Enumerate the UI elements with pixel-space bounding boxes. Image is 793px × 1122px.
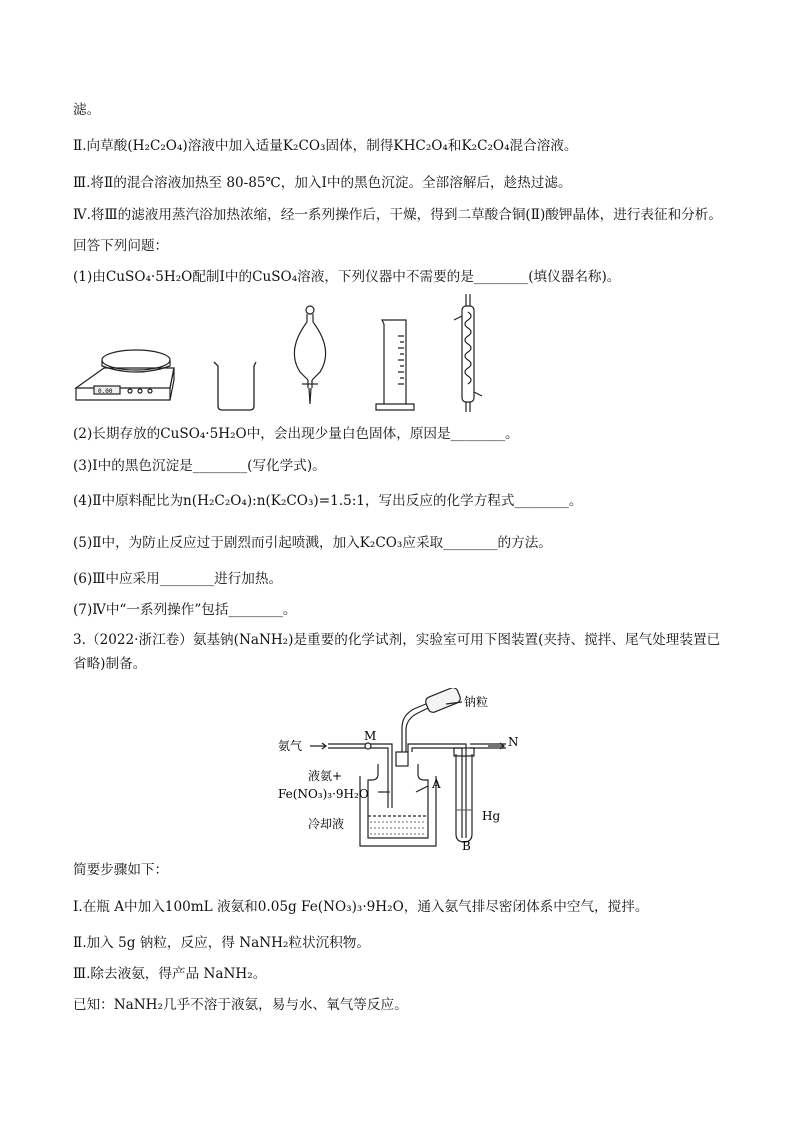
graduated-cylinder [376, 320, 414, 410]
line-10: (5)Ⅱ中，为防止反应过于剧烈而引起喷溅，加入K₂CO₃应采取________的方法。 [73, 535, 552, 551]
line-13: 3.（2022·浙江卷）氨基钠(NaNH₂)是重要的化学试剂，实验室可用下图装置(夹持、搅拌、尾气处理装置已省略)制备。 [73, 632, 721, 672]
line-17: Ⅲ.除去液氨，得产品 NaNH₂。 [73, 966, 267, 982]
label-coolant: 冷却液 [308, 817, 345, 831]
label-A: A [432, 777, 441, 791]
tube-b [456, 754, 472, 842]
label-ammonia: 氨气 [278, 739, 303, 753]
line-18: 已知：NaNH₂几乎不溶于液氨，易与水、氧气等反应。 [73, 997, 408, 1013]
electronic-balance [76, 350, 174, 400]
balance-display: 0.00 [98, 388, 113, 395]
line-12: (7)Ⅳ中“一系列操作”包括________。 [73, 602, 297, 618]
cooling-bath [360, 776, 436, 846]
line-16: Ⅱ.加入 5g 钠粒，反应，得 NaNH₂粒状沉积物。 [73, 935, 370, 951]
line-05: 回答下列问题： [73, 238, 169, 254]
label-B: B [462, 839, 471, 853]
flask-a [368, 764, 428, 838]
condenser [454, 294, 482, 412]
beaker [214, 362, 256, 410]
line-02: Ⅱ.向草酸(H₂C₂O₄)溶液中加入适量K₂CO₃固体，制得KHC₂O₄和K₂C₂O₄混合溶液。 [73, 138, 578, 154]
label-iron-salt: Fe(NO₃)₃·9H₂O [278, 787, 369, 801]
label-Hg: Hg [482, 809, 501, 823]
separatory-funnel [294, 306, 325, 404]
label-N: N [508, 735, 519, 749]
line-04: Ⅳ.将Ⅲ的滤液用蒸汽浴加热浓缩，经一系列操作后，干燥，得到二草酸合铜(Ⅱ)酸钾晶体，进行表征和分析。 [73, 207, 722, 223]
line-06: (1)由CuSO₄·5H₂O配制Ⅰ中的CuSO₄溶液，下列仪器中不需要的是________(填仪器名称)。 [73, 269, 621, 285]
instruments-figure [70, 292, 500, 414]
line-15: Ⅰ.在瓶 A中加入100mL 液氨和0.05g Fe(NO₃)₃·9H₂O，通入氨气排尽密闭体系中空气，搅拌。 [73, 899, 649, 915]
label-M: M [364, 729, 377, 743]
line-01: 滤。 [73, 102, 101, 118]
line-03: Ⅲ.将Ⅱ的混合溶液加热至 80-85℃，加入Ⅰ中的黑色沉淀。全部溶解后，趁热过滤。 [73, 175, 572, 191]
line-08: (3)Ⅰ中的黑色沉淀是________(写化学式)。 [73, 458, 326, 474]
label-liquid-ammonia: 液氨+ [308, 769, 343, 783]
line-09: (4)Ⅱ中原料配比为n(H₂C₂O₄):n(K₂CO₃)=1.5:1，写出反应的化学方程式________。 [73, 493, 583, 509]
apparatus-figure [270, 688, 530, 853]
line-14: 简要步骤如下： [73, 862, 169, 878]
line-07: (2)长期存放的CuSO₄·5H₂O中，会出现少量白色固体，原因是________。 [73, 426, 519, 442]
label-sodium: 钠粒 [464, 695, 489, 709]
line-11: (6)Ⅲ中应采用________进行加热。 [73, 571, 283, 587]
